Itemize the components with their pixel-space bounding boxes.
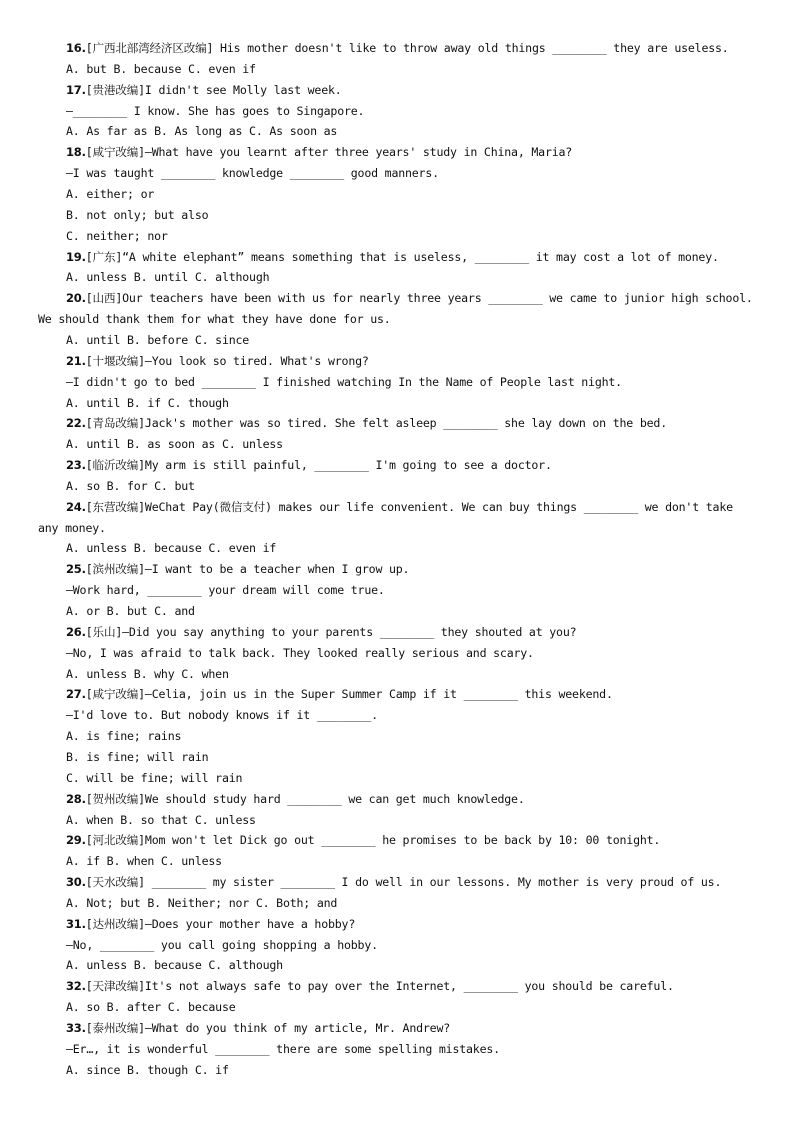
question-number: 21. xyxy=(66,353,86,368)
question-line: —Work hard, ________ your dream will come true. xyxy=(66,583,385,598)
question-line: —I didn't go to bed ________ I finished watching In the Name of People last night. xyxy=(66,374,622,389)
question-text: [广西北部湾经济区改编] His mother doesn't like to throw away old things ________ they are useless. xyxy=(85,41,729,55)
question-number: 25. xyxy=(66,562,86,577)
question-number: 32. xyxy=(66,979,86,994)
answer-options: A. unless B. because C. although xyxy=(66,958,283,973)
question-stem xyxy=(66,559,764,580)
question-text: [临沂改编]My arm is still painful, ________ I'm going to see a doctor. xyxy=(85,458,552,472)
question-line: —I'd love to. But nobody knows if it ________. xyxy=(66,708,378,723)
answer-options: C. will be fine; will rain xyxy=(66,770,243,785)
question-text: [贺州改编]We should study hard ________ we can get much knowledge. xyxy=(85,791,525,806)
question-stem xyxy=(66,622,764,643)
question-stem xyxy=(66,684,764,705)
question-number: 23. xyxy=(66,458,86,472)
answer-options: A. or B. but C. and xyxy=(66,604,195,618)
question-stem xyxy=(66,142,764,163)
question-text: [十堰改编]—You look so tired. What's wrong? xyxy=(85,353,369,368)
answer-options: A. until B. as soon as C. unless xyxy=(66,437,283,452)
question-number: 27. xyxy=(66,687,86,702)
answer-options: A. unless B. because C. even if xyxy=(66,541,277,556)
answer-options: A. when B. so that C. unless xyxy=(66,812,256,827)
question-stem xyxy=(66,80,764,101)
question-text: [贵港改编]I didn't see Molly last week. xyxy=(85,82,342,97)
answer-options: C. neither; nor xyxy=(66,228,168,243)
question-stem xyxy=(66,497,764,518)
answer-options: A. is fine; rains xyxy=(66,729,182,744)
question-stem xyxy=(66,914,764,935)
question-number: 20. xyxy=(66,291,86,306)
answer-options: A. either; or xyxy=(66,186,155,201)
question-number: 18. xyxy=(66,145,86,160)
question-stem xyxy=(66,976,764,997)
question-number: 28. xyxy=(66,791,86,806)
question-number: 19. xyxy=(66,249,86,264)
answer-options: A. if B. when C. unless xyxy=(66,854,222,869)
question-number: 16. xyxy=(66,41,86,55)
question-text: [泰州改编]—What do you think of my article, Mr. Andrew? xyxy=(85,1021,451,1035)
question-line: —No, ________ you call going shopping a hobby. xyxy=(66,937,378,952)
question-line: any money. xyxy=(38,520,106,535)
question-number: 33. xyxy=(66,1021,86,1035)
question-text: [青岛改编]Jack's mother was so tired. She felt asleep ________ she lay down on the bed. xyxy=(85,416,667,431)
answer-options: B. not only; but also xyxy=(66,207,209,222)
answer-options: A. so B. for C. but xyxy=(66,478,195,493)
question-stem xyxy=(66,288,764,309)
question-text: [天水改编] ________ my sister ________ I do well in our lessons. My mother is very proud of us. xyxy=(85,875,722,889)
question-number: 29. xyxy=(66,833,86,848)
question-text: [咸宁改编]—What have you learnt after three years' study in China, Maria? xyxy=(85,145,573,160)
answer-options: A. until B. if C. though xyxy=(66,395,229,410)
question-text: [达州改编]—Does your mother have a hobby? xyxy=(85,916,356,931)
question-number: 31. xyxy=(66,916,86,931)
question-text: [河北改编]Mom won't let Dick go out ________ he promises to be back by 10: 00 tonight. xyxy=(85,833,661,848)
question-text: [咸宁改编]—Celia, join us in the Super Summer Camp if it ________ this weekend. xyxy=(85,687,613,702)
question-stem xyxy=(66,789,764,810)
question-line: We should thank them for what they have done for us. xyxy=(38,312,391,327)
question-text: [天津改编]It's not always safe to pay over the Internet, ________ you should be careful. xyxy=(85,979,674,994)
answer-options: A. so B. after C. because xyxy=(66,1000,236,1015)
question-number: 22. xyxy=(66,416,86,431)
question-number: 30. xyxy=(66,875,86,889)
question-line: —I was taught ________ knowledge ________ good manners. xyxy=(66,166,439,181)
question-stem xyxy=(66,351,764,372)
question-text: [滨州改编]—I want to be a teacher when I grow up. xyxy=(85,562,410,577)
answer-options: A. unless B. until C. although xyxy=(66,270,270,285)
question-stem xyxy=(66,455,764,476)
question-text: [广东]“A white elephant” means something that is useless, ________ it may cost a lot of money. xyxy=(85,249,719,264)
question-stem xyxy=(66,1018,764,1039)
answer-options: A. but B. because C. even if xyxy=(66,61,256,76)
answer-options: B. is fine; will rain xyxy=(66,749,209,764)
question-stem xyxy=(66,830,764,851)
question-number: 26. xyxy=(66,624,86,639)
question-text: [东营改编]WeChat Pay(微信支付) makes our life convenient. We can buy things ________ we don't take xyxy=(85,499,733,514)
question-line: —No, I was afraid to talk back. They looked really serious and scary. xyxy=(66,645,534,660)
question-number: 17. xyxy=(66,82,86,97)
question-line: —________ I know. She has goes to Singapore. xyxy=(66,103,365,118)
question-stem xyxy=(66,413,764,434)
answer-options: A. Not; but B. Neither; nor C. Both; and xyxy=(66,895,338,910)
question-text: [山西]Our teachers have been with us for nearly three years ________ we came to junior high school. xyxy=(85,291,753,306)
answer-options: A. As far as B. As long as C. As soon as xyxy=(66,124,338,139)
question-number: 24. xyxy=(66,499,86,514)
answer-options: A. until B. before C. since xyxy=(66,332,250,347)
answer-options: A. since B. though C. if xyxy=(66,1062,229,1077)
question-stem xyxy=(66,247,764,268)
question-stem xyxy=(66,38,764,59)
question-text: [乐山]—Did you say anything to your parents ________ they shouted at you? xyxy=(85,624,577,639)
question-line: —Er…, it is wonderful ________ there are some spelling mistakes. xyxy=(66,1041,500,1056)
answer-options: A. unless B. why C. when xyxy=(66,666,229,681)
question-stem xyxy=(66,872,764,893)
